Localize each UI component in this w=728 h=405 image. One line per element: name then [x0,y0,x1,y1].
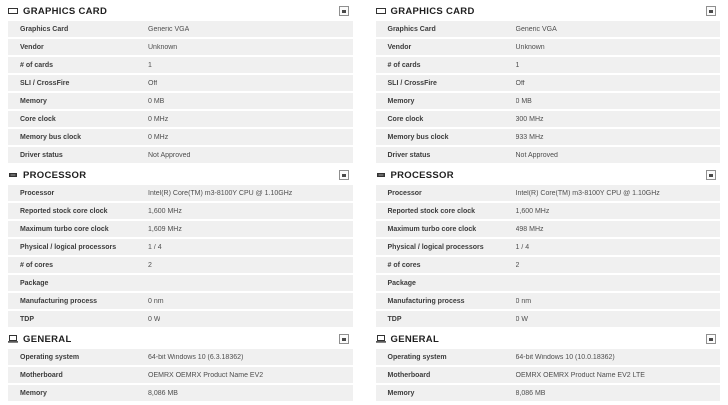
minus-icon [709,338,713,341]
system-info-panel-right [376,1,721,403]
section-header-general-right [376,329,721,349]
minus-icon [709,174,713,177]
row-value: 0 W [148,315,161,323]
section-header-processor-right [376,165,721,185]
row-label: Reported stock core clock [20,207,108,215]
table-row [8,185,353,201]
system-info-panel-left [8,1,353,403]
section-rows-general-left [8,349,353,401]
table-row [8,367,353,383]
row-value: 1 / 4 [148,243,162,251]
row-value: Unknown [515,43,545,51]
table-row [376,111,721,127]
table-row [8,293,353,309]
row-value: 0 nm [515,297,532,305]
collapse-button[interactable] [339,6,349,16]
collapse-button[interactable] [706,170,716,180]
row-label: SLI / CrossFire [20,79,70,87]
row-value: 2 [515,261,520,269]
table-row [376,385,721,401]
gpu-card-icon [8,7,18,15]
table-row [376,129,721,145]
table-row [8,93,353,109]
row-value: 0 MB [515,97,532,105]
table-row [376,21,721,37]
row-label: Memory [20,389,47,397]
section-title: GRAPHICS CARD [390,5,475,17]
row-value: 1 / 4 [515,243,530,251]
row-value: Not Approved [148,151,191,159]
row-value: Not Approved [515,151,558,159]
row-label: Memory bus clock [387,133,449,141]
table-row [8,239,353,255]
row-value: 1 [148,61,152,69]
row-label: Physical / logical processors [20,243,117,251]
section-title: GENERAL [23,333,72,345]
collapse-button[interactable] [339,170,349,180]
section-rows-processor-left [8,185,353,327]
collapse-button[interactable] [339,334,349,344]
collapse-button[interactable] [706,6,716,16]
table-row [376,203,721,219]
section-rows-general-right [376,349,721,401]
table-row [8,21,353,37]
row-value: 0 MHz [148,133,169,141]
row-label: Motherboard [387,371,431,379]
row-value: 300 MHz [515,115,544,123]
table-row [376,275,721,291]
table-row [8,311,353,327]
minus-icon [342,10,346,13]
row-value: 0 nm [148,297,164,305]
row-value: Unknown [148,43,178,51]
table-row [376,57,721,73]
row-label: Maximum turbo core clock [20,225,109,233]
minus-icon [709,10,713,13]
row-value: 64-bit Windows 10 (10.0.18362) [515,353,615,361]
row-value: Intel(R) Core(TM) m3-8100Y CPU @ 1.10GHz [148,189,293,197]
section-rows-graphics-card-right [376,21,721,163]
row-label: Manufacturing process [20,297,98,305]
gpu-card-icon [376,7,386,15]
section-header-processor-left [8,165,353,185]
table-row [8,275,353,291]
row-value: 0 W [515,315,528,323]
row-value: 0 MB [148,97,165,105]
table-row [8,385,353,401]
row-label: Maximum turbo core clock [387,225,477,233]
cpu-chip-icon [8,171,18,179]
table-row [8,349,353,365]
row-label: Processor [20,189,55,197]
row-label: Operating system [387,353,447,361]
row-label: Manufacturing process [387,297,465,305]
table-row [8,257,353,273]
table-row [8,221,353,237]
row-value: 8,086 MB [148,389,178,397]
row-value: Intel(R) Core(TM) m3-8100Y CPU @ 1.10GHz [515,189,660,197]
table-row [376,75,721,91]
row-value: 2 [148,261,152,269]
row-label: Physical / logical processors [387,243,484,251]
laptop-icon [376,335,386,343]
table-row [8,75,353,91]
row-label: Core clock [20,115,56,123]
section-title: PROCESSOR [23,169,87,181]
row-label: Driver status [387,151,431,159]
section-title: GENERAL [390,333,440,345]
row-label: Graphics Card [387,25,436,33]
cpu-chip-icon [376,171,386,179]
row-label: Graphics Card [20,25,69,33]
row-value: 0 MHz [148,115,169,123]
row-label: # of cores [20,261,54,269]
row-value: 1,609 MHz [148,225,182,233]
table-row [376,257,721,273]
row-label: Core clock [387,115,424,123]
table-row [8,111,353,127]
section-header-graphics-card-left [8,1,353,21]
table-row [376,221,721,237]
table-row [376,293,721,309]
row-value: OEMRX OEMRX Product Name EV2 [148,371,264,379]
row-label: Vendor [387,43,412,51]
row-value: 64-bit Windows 10 (6.3.18362) [148,353,244,361]
section-header-graphics-card-right [376,1,721,21]
row-label: Operating system [20,353,80,361]
row-value: 8,086 MB [515,389,546,397]
row-label: SLI / CrossFire [387,79,437,87]
table-row [8,57,353,73]
row-label: Reported stock core clock [387,207,476,215]
row-label: Driver status [20,151,63,159]
row-label: # of cards [387,61,421,69]
row-value: 498 MHz [515,225,544,233]
row-label: TDP [387,315,402,323]
table-row [376,147,721,163]
row-value: Off [148,79,158,87]
table-row [376,367,721,383]
row-label: Vendor [20,43,44,51]
table-row [8,129,353,145]
row-label: Memory [20,97,47,105]
row-label: # of cores [387,261,421,269]
laptop-icon [8,335,18,343]
row-value: 1,600 MHz [148,207,182,215]
section-rows-graphics-card-left [8,21,353,163]
row-value: 1,600 MHz [515,207,550,215]
table-row [376,311,721,327]
section-title: GRAPHICS CARD [23,5,108,17]
row-label: Package [20,279,49,287]
table-row [376,349,721,365]
row-value: Generic VGA [148,25,190,33]
collapse-button[interactable] [706,334,716,344]
row-value: 933 MHz [515,133,544,141]
table-row [376,39,721,55]
table-row [376,185,721,201]
row-label: TDP [20,315,34,323]
row-value: OEMRX OEMRX Product Name EV2 LTE [515,371,645,379]
table-row [376,239,721,255]
row-value: Off [515,79,525,87]
row-value: Generic VGA [515,25,557,33]
table-row [8,203,353,219]
table-row [8,147,353,163]
section-rows-processor-right [376,185,721,327]
section-title: PROCESSOR [390,169,454,181]
row-label: # of cards [20,61,54,69]
row-label: Processor [387,189,422,197]
minus-icon [342,338,346,341]
section-header-general-left [8,329,353,349]
row-label: Memory [387,97,415,105]
table-row [376,93,721,109]
minus-icon [342,174,346,177]
row-label: Memory [387,389,415,397]
row-value: 1 [515,61,520,69]
table-row [8,39,353,55]
row-label: Memory bus clock [20,133,82,141]
row-label: Motherboard [20,371,63,379]
row-label: Package [387,279,416,287]
